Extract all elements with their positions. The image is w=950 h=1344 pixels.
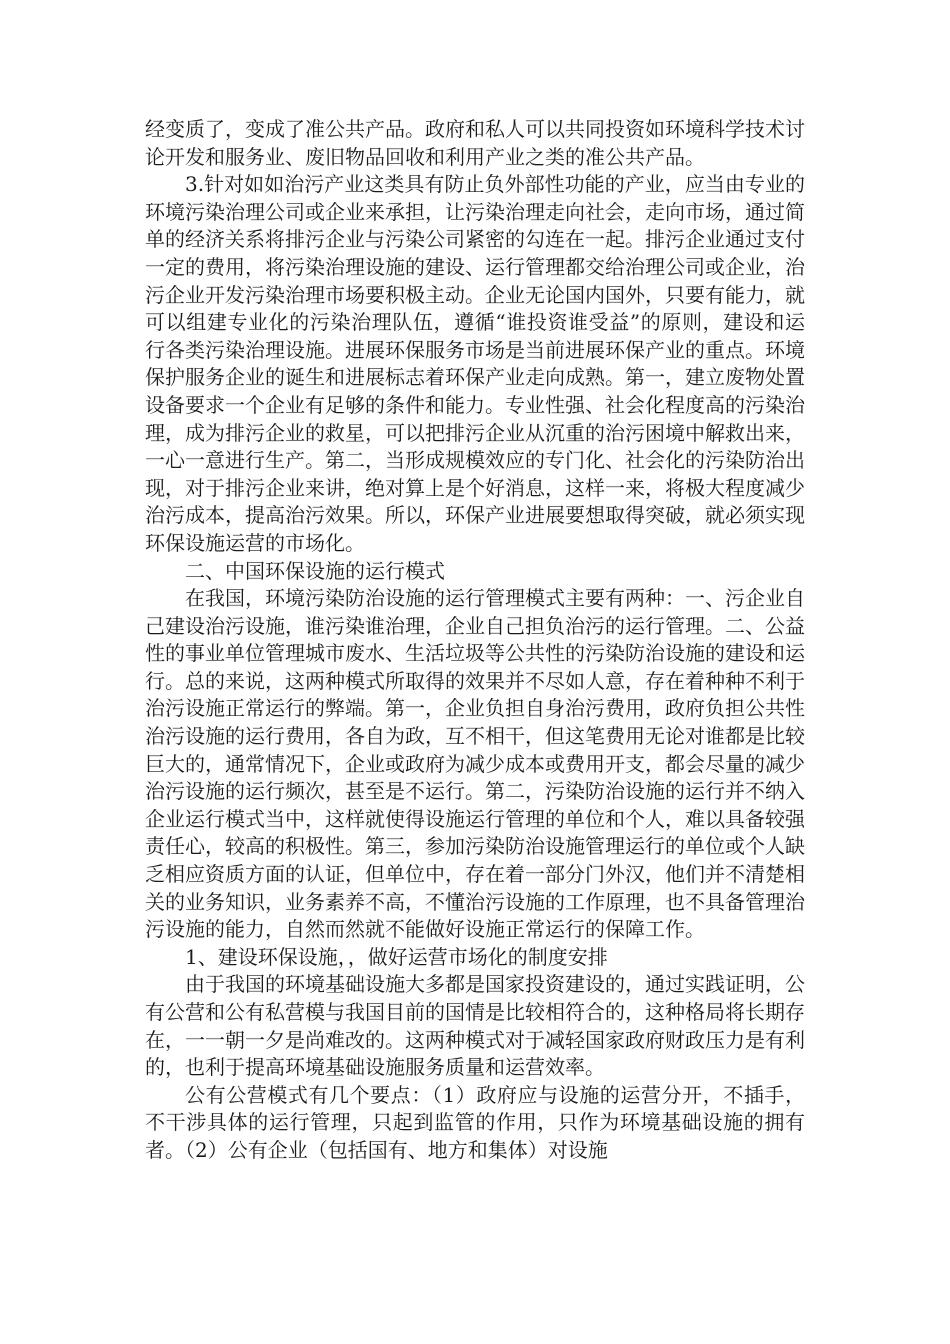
section-heading: 二、中国环保设施的运行模式 xyxy=(185,558,445,583)
subsection-heading: 1、建设环保设施，，做好运营市场化的制度安排 xyxy=(185,944,608,969)
paragraph-continuation: 经变质了，变成了准公共产品。政府和私人可以共同投资如环境科学技术讨论开发和服务业、废旧物品回收和利用产业之类的准公共产品。 xyxy=(145,117,805,169)
paragraph-infrastructure: 由于我国的环境基础设施大多都是国家投资建设的，通过实践证明，公有公营和公有私营模与我国目前的国情是比较相符合的，这种格局将长期存在，一一朝一夕是尚难改的。这两种模式对于减轻国家政府财政压力是有利的，也利于提高环境基础设施服务质量和运营效率。 xyxy=(145,972,805,1080)
paragraph-item-3: 3.针对如如治污产业这类具有防止负外部性功能的产业，应当由专业的环境污染治理公司或企业来承担，让污染治理走向社会，走向市场，通过简单的经济关系将排污企业与污染公司紧密的勾连在一起。排污企业通过支付一定的费用，将污染治理设施的建设、运行管理都交给治理公司或企业，治污企业开发污染治理市场要积极主动。企业无论国内国外，只要有能力，就可以组建专业化的污染治理队伍，遵循“谁投资谁受益”的原则，建设和运行各类污染治理设施。进展环保服务市场是当前进展环保产业的重点。环境保护服务企业的诞生和进展标志着环保产业走向成熟。第一，建立废物处置设备要求一个企业有足够的条件和能力。专业性强、社会化程度高的污染治理，成为排污企业的救星，可以把排污企业从沉重的治污困境中解救出来，一心一意进行生产。第二，当形成规模效应的专门化、社会化的污染防治出现，对于排污企业来讲，绝对算上是个好消息，这样一来，将极大程度减少治污成本，提高治污效果。所以，环保产业进展要想取得突破，就必须实现环保设施运营的市场化。 xyxy=(145,172,805,555)
paragraph-operation-modes: 在我国，环境污染防治设施的运行管理模式主要有两种：一、污企业自己建设治污设施，谁污染谁治理，企业自己担负治污的运行管理。二、公益性的事业单位管理城市废水、生活垃圾等公共性的污染防治设施的建设和运行。总的来说，这两种模式所取得的效果并不尽如人意，存在着种种不利于治污设施正常运行的弊端。第一，企业负担自身治污费用，政府负担公共性治污设施的运行费用，各自为政，互不相干，但这笔费用无论对谁都是比较巨大的，通常情况下，企业或政府为减少成本或费用开支，都会尽量的减少治污设施的运行频次，甚至是不运行。第二，污染防治设施的运行并不纳入企业运行模式当中，这样就使得设施运行管理的单位和个人，难以具备较强责任心，较高的积极性。第三，参加污染防治设施管理运行的单位或个人缺乏相应资质方面的认证，但单位中，存在着一部分门外汉，他们并不清楚相关的业务知识，业务素养不高，不懂治污设施的工作原理，也不具备管理治污设施的能力，自然而然就不能做好设施正常运行的保障工作。 xyxy=(145,586,805,942)
paragraph-public-operation: 公有公营模式有几个要点：（1）政府应与设施的运营分开，不插手，不干涉具体的运行管理，只起到监管的作用，只作为环境基础设施的拥有者。（2）公有企业（包括国有、地方和集体）对设施 xyxy=(145,1082,805,1162)
document-body xyxy=(145,116,805,1165)
